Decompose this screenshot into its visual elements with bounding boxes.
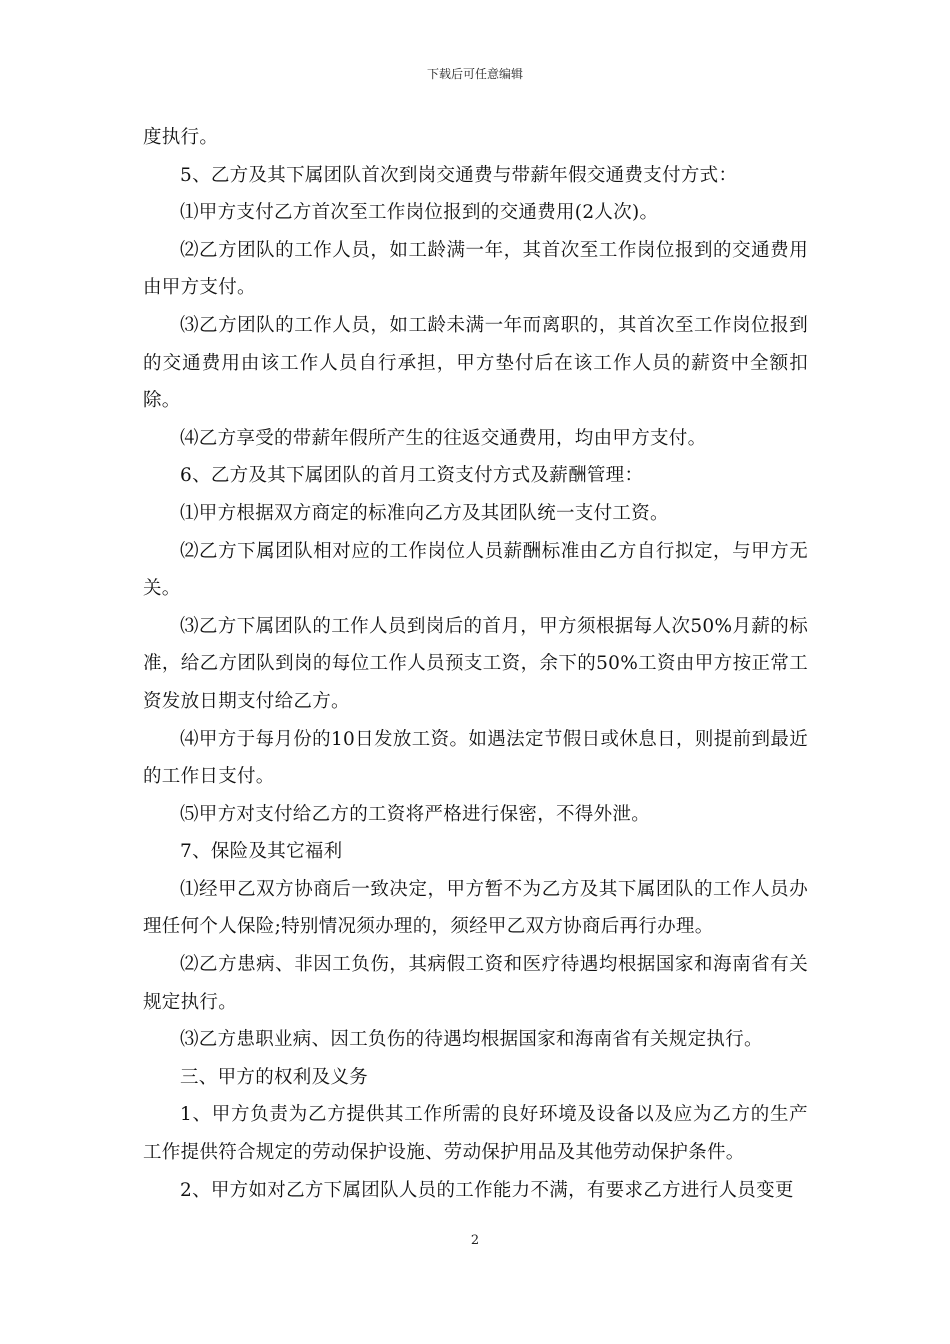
paragraph: ⑴经甲乙双方协商后一致决定，甲方暂不为乙方及其下属团队的工作人员办理任何个人保险;特别情况须办理的，须经甲乙双方协商后再行办理。 [143,878,808,938]
paragraph: ⑶乙方下属团队的工作人员到岗后的首月，甲方须根据每人次50%月薪的标准，给乙方团队到岗的每位工作人员预支工资，余下的50%工资由甲方按正常工资发放日期支付给乙方。 [143,615,808,712]
paragraph: 1、甲方负责为乙方提供其工作所需的良好环境及设备以及应为乙方的生产工作提供符合规定的劳动保护设施、劳动保护用品及其他劳动保护条件。 [143,1104,808,1164]
paragraph: ⑶乙方团队的工作人员，如工龄未满一年而离职的，其首次至工作岗位报到的交通费用由该工作人员自行承担，甲方垫付后在该工作人员的薪资中全额扣除。 [143,314,808,412]
paragraph: ⑶乙方患职业病、因工负伤的待遇均根据国家和海南省有关规定执行。 [180,1029,763,1051]
paragraph: ⑸甲方对支付给乙方的工资将严格进行保密，不得外泄。 [180,803,651,825]
paragraph: ⑴甲方支付乙方首次至工作岗位报到的交通费用(2人次)。 [180,202,659,224]
paragraph: 2、甲方如对乙方下属团队人员的工作能力不满，有要求乙方进行人员变更 [180,1179,794,1201]
page-header: 下载后可任意编辑 [426,67,523,81]
paragraph: ⑵乙方下属团队相对应的工作岗位人员薪酬标准由乙方自行拟定，与甲方无关。 [143,540,808,600]
paragraph: 5、乙方及其下属团队首次到岗交通费与带薪年假交通费支付方式： [180,164,738,186]
paragraph: 度执行。 [143,127,219,148]
page-number: 2 [470,1233,480,1248]
document-body [143,119,808,1209]
paragraph: 7、保险及其它福利 [180,841,343,863]
paragraph: ⑴甲方根据双方商定的标准向乙方及其团队统一支付工资。 [180,502,669,524]
paragraph: ⑵乙方患病、非因工负伤，其病假工资和医疗待遇均根据国家和海南省有关规定执行。 [143,954,808,1013]
paragraph: ⑷甲方于每月份的10日发放工资。如遇法定节假日或休息日，则提前到最近的工作日支付。 [143,728,808,788]
paragraph: ⑵乙方团队的工作人员，如工龄满一年，其首次至工作岗位报到的交通费用由甲方支付。 [143,239,808,299]
section-heading: 三、甲方的权利及义务 [180,1066,369,1088]
paragraph: 6、乙方及其下属团队的首月工资支付方式及薪酬管理： [180,465,644,487]
paragraph: ⑷乙方享受的带薪年假所产生的往返交通费用，均由甲方支付。 [180,427,707,449]
